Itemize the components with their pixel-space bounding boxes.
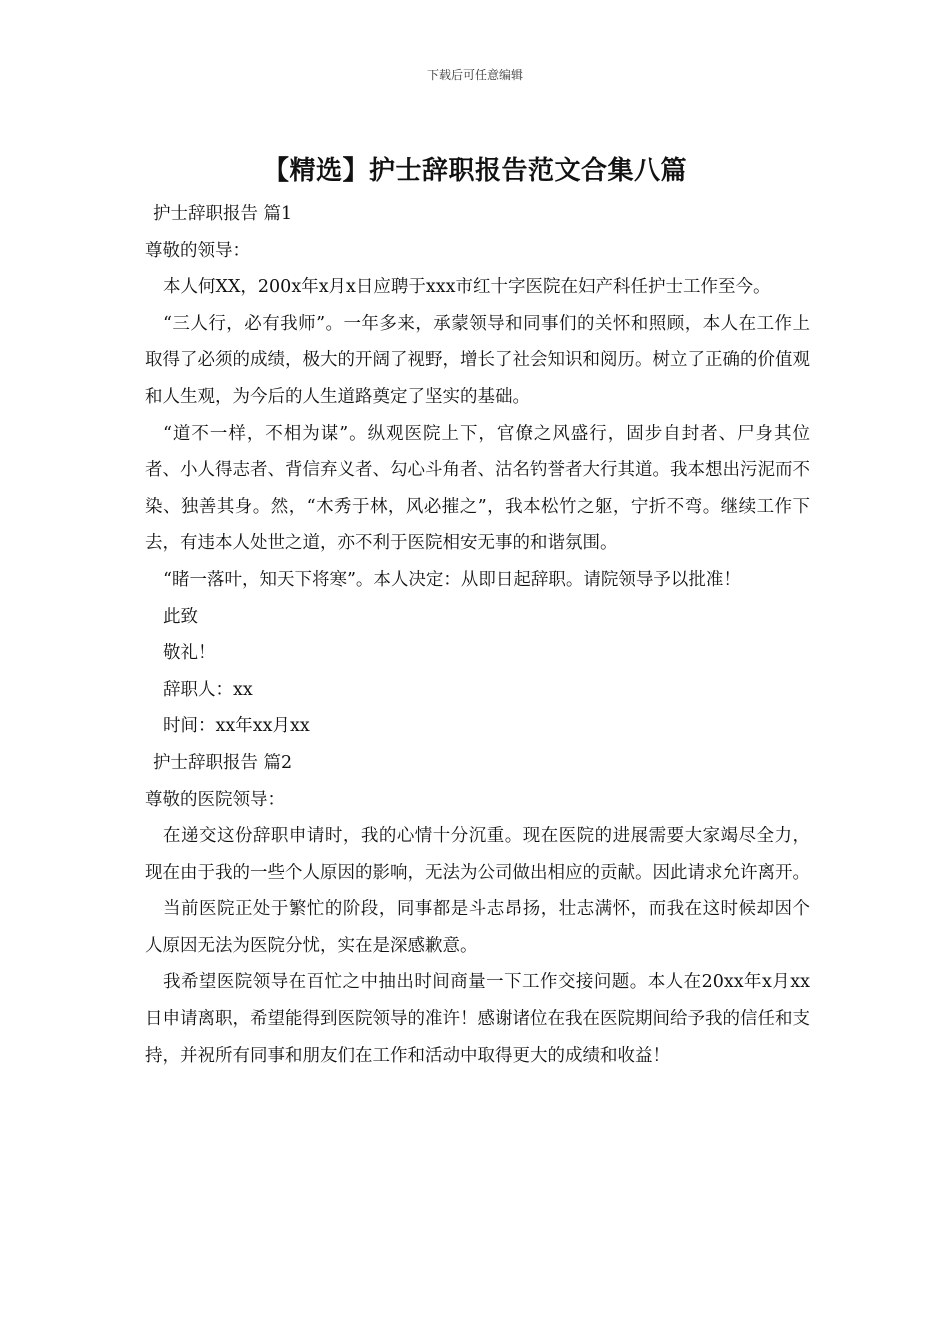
section-2-paragraph: 当前医院正处于繁忙的阶段，同事都是斗志昂扬，壮志满怀，而我在这时候却因个人原因无法为医院分忧，实在是深感歉意。 — [145, 899, 810, 956]
header-note: 下载后可任意编辑 — [426, 68, 523, 82]
section-1-paragraph: “道不一样，不相为谋”。纵观医院上下，官僚之风盛行，固步自封者、尸身其位者、小人得志者、背信弃义者、勾心斗角者、沽名钓誉者大行其道。我本想出污泥而不染、独善其身。然，“木秀于林，风必摧之”，我本松竹之躯，宁折不弯。继续工作下去，有违本人处世之道，亦不利于医院相安无事的和谐氛围。 — [145, 423, 810, 554]
section-2-paragraph: 我希望医院领导在百忙之中抽出时间商量一下工作交接问题。本人在20xx年x月xx日申请离职，希望能得到医院领导的准许！感谢诸位在我在医院期间给予我的信任和支持，并祝所有同事和朋友们在工作和活动中取得更大的成绩和收益！ — [145, 972, 810, 1066]
section-2-heading: 护士辞职报告 篇2 — [153, 752, 293, 773]
section-1-paragraph: 本人何XX，200x年x月x日应聘于xxx市红十字医院在妇产科任护士工作至今。 — [163, 277, 771, 298]
signer-line: 辞职人：xx — [163, 679, 253, 700]
section-2-salutation: 尊敬的医院领导： — [145, 789, 285, 810]
document-body — [145, 196, 810, 1074]
date-line: 时间：xx年xx月xx — [163, 716, 310, 737]
document-title: 【精选】护士辞职报告范文合集八篇 — [262, 156, 687, 186]
closing-line: 此致 — [163, 606, 198, 627]
section-1-paragraph: “睹一落叶，知天下将寒”。本人决定：从即日起辞职。请院领导予以批准！ — [163, 569, 741, 590]
closing-salute: 敬礼！ — [163, 643, 216, 664]
section-1-salutation: 尊敬的领导： — [145, 240, 250, 261]
section-1-heading: 护士辞职报告 篇1 — [153, 204, 293, 224]
section-2-paragraph: 在递交这份辞职申请时，我的心情十分沉重。现在医院的进展需要大家竭尽全力，现在由于我的一些个人原因的影响，无法为公司做出相应的贡献。因此请求允许离开。 — [145, 826, 810, 883]
section-1-paragraph: “三人行，必有我师”。一年多来，承蒙领导和同事们的关怀和照顾，本人在工作上取得了必须的成绩，极大的开阔了视野，增长了社会知识和阅历。树立了正确的价值观和人生观，为今后的人生道路奠定了坚实的基础。 — [145, 313, 810, 407]
